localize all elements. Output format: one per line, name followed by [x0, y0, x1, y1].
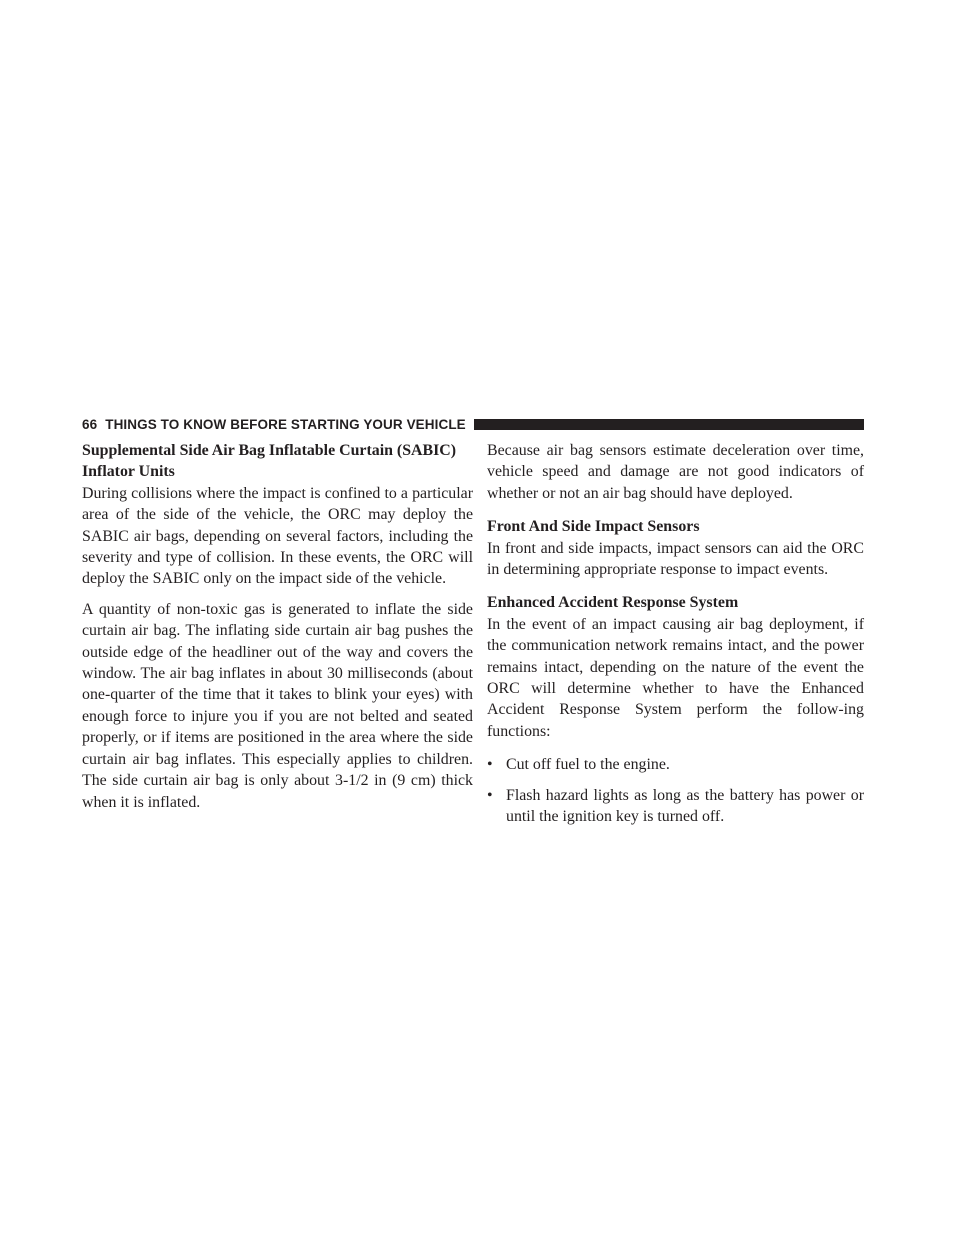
list-item	[487, 785, 864, 828]
running-header	[82, 413, 864, 435]
paragraph-accident-response: In the event of an impact causing air bag deployment, if the communication network remains intact, and the power remains intact, depending on the nature of the event the ORC will determine whether to have the Enhanced Accident Response System perform the follow-ing functions:	[487, 615, 864, 740]
section-accident-response	[487, 592, 864, 742]
header-title: THINGS TO KNOW BEFORE STARTING YOUR VEHICLE	[105, 416, 466, 432]
section-heading-sabic: Supplemental Side Air Bag Inflatable Curtain (SABIC) Inflator Units	[82, 442, 457, 481]
list-item	[487, 754, 864, 775]
section-impact-sensors	[487, 516, 864, 580]
left-column	[82, 440, 473, 822]
paragraph-sabic-inflation: A quantity of non-toxic gas is generated to inflate the side curtain air bag. The inflating side curtain air bag pushes the outside edge of the headliner out of the way and covers the window. The air bag inflates in about 30 milliseconds (about one-quarter of the time that it takes to blink your eyes) with enough force to injure you if you are not belted and seated properly, or if items are positioned in the area where the side curtain air bag inflates. This especially applies to children. The side curtain air bag is only about 3-1/2 in (9 cm) thick when it is inflated.	[82, 600, 473, 811]
bullet-icon: •	[487, 756, 493, 774]
bullet-text: Cut off fuel to the engine.	[506, 756, 670, 774]
bullet-icon: •	[487, 786, 493, 804]
page-number: 66	[82, 416, 98, 432]
header-rule	[474, 419, 864, 430]
function-bullet-list	[487, 754, 864, 827]
section-heading-accident-response: Enhanced Accident Response System	[487, 594, 739, 612]
section-heading-impact-sensors: Front And Side Impact Sensors	[487, 518, 700, 536]
right-column	[487, 440, 864, 837]
paragraph-impact-sensors: In front and side impacts, impact sensors can aid the ORC in determining appropriate response to impact events.	[487, 539, 864, 579]
paragraph-sabic-deployment: During collisions where the impact is confined to a particular area of the side of the vehicle, the ORC may deploy the SABIC air bags, depending on several factors, including the severity and type of collision. In these events, the ORC will deploy the SABIC only on the impact side of the vehicle.	[82, 484, 473, 588]
bullet-text: Flash hazard lights as long as the battery has power or until the ignition key is turned off.	[506, 786, 864, 826]
paragraph-sensor-estimate: Because air bag sensors estimate deceleration over time, vehicle speed and damage are not good indicators of whether or not an air bag should have deployed.	[487, 442, 864, 502]
